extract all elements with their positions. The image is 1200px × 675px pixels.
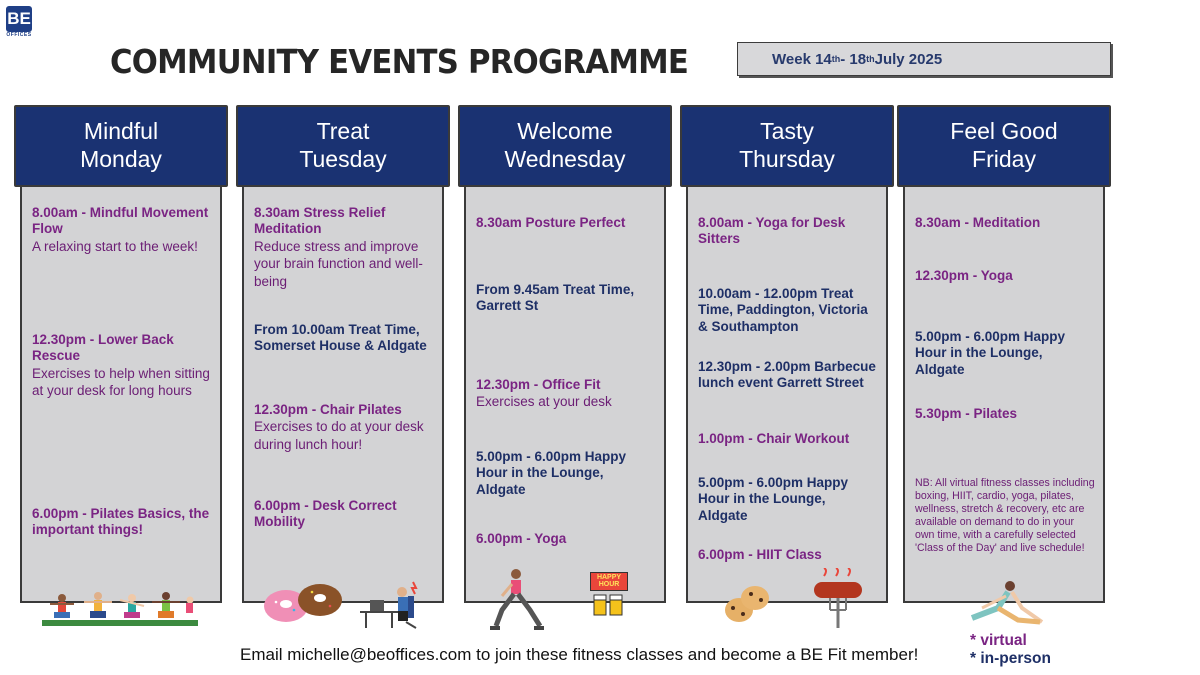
- event-item: [915, 406, 1095, 422]
- stretching-woman-illustration: [962, 578, 1048, 628]
- footer-contact-text: Email michelle@beoffices.com to join these fitness classes and become a BE Fit member!: [240, 645, 919, 664]
- week-sup-2: th: [866, 54, 875, 64]
- event-title: 8.30am Stress Relief Meditation: [254, 205, 386, 237]
- event-description: Exercises to do at your desk during lunch hour!: [254, 419, 424, 453]
- desk-worker-illustration: [358, 578, 426, 630]
- event-item: [254, 205, 434, 291]
- event-title: 8.00am - Mindful Movement Flow: [32, 205, 209, 237]
- day-header: [14, 105, 228, 187]
- day-body: [903, 187, 1105, 603]
- event-item: [698, 215, 878, 248]
- day-header-line1: Feel Good: [950, 118, 1058, 145]
- happy-hour-sign-line2: HOUR: [598, 581, 620, 589]
- event-item: [476, 531, 656, 547]
- page-title: COMMUNITY EVENTS PROGRAMME: [110, 42, 689, 81]
- event-title: 5.00pm - 6.00pm Happy Hour in the Lounge, Aldgate: [476, 449, 627, 497]
- day-header-line1: Treat: [316, 118, 370, 145]
- week-suffix: July 2025: [874, 50, 943, 68]
- event-description: A relaxing start to the week!: [32, 238, 198, 254]
- day-header-line2: Monday: [80, 146, 162, 172]
- day-column-monday: [14, 105, 228, 603]
- day-header-line1: Mindful: [83, 118, 159, 145]
- day-body: [686, 187, 888, 603]
- event-title: 12.30pm - Yoga: [915, 268, 1013, 283]
- event-item: [254, 498, 434, 531]
- event-title: From 9.45am Treat Time, Garrett St: [476, 282, 635, 314]
- day-column-wednesday: [458, 105, 672, 603]
- event-item: [698, 286, 878, 335]
- day-body: [242, 187, 444, 603]
- event-item: [254, 402, 434, 454]
- event-title: 12.30pm - 2.00pm Barbecue lunch event Garrett Street: [698, 359, 876, 391]
- event-description: Exercises to help when sitting at your desk for long hours: [32, 365, 210, 399]
- event-title: 1.00pm - Chair Workout: [698, 431, 850, 446]
- be-offices-logo: [6, 6, 36, 46]
- beer-mugs-icon: [590, 591, 628, 619]
- event-item: [698, 431, 878, 447]
- day-header: [236, 105, 450, 187]
- event-title: 5.30pm - Pilates: [915, 406, 1018, 421]
- event-title: 10.00am - 12.00pm Treat Time, Paddington, Victoria & Southampton: [698, 286, 868, 334]
- happy-hour-sign-line1: HAPPY: [596, 574, 622, 581]
- day-header: [458, 105, 672, 187]
- day-body: [464, 187, 666, 603]
- logo-subtext: OFFICES: [6, 32, 32, 38]
- event-title: 6.00pm - Pilates Basics, the important things!: [32, 506, 210, 538]
- event-item: [32, 205, 212, 255]
- event-item: [698, 359, 878, 392]
- logo-mark: BE: [6, 6, 32, 32]
- event-item: [915, 329, 1095, 378]
- day-header: [897, 105, 1111, 187]
- event-item: [915, 268, 1095, 284]
- happy-hour-sign: [590, 572, 628, 591]
- event-item: [254, 322, 434, 355]
- day-header-line1: Welcome: [517, 118, 613, 145]
- event-title: 5.00pm - 6.00pm Happy Hour in the Lounge, Aldgate: [698, 475, 849, 523]
- event-title: 6.00pm - Yoga: [476, 531, 567, 546]
- day-header-line1: Tasty: [760, 118, 814, 145]
- sausage-fork-illustration: [810, 568, 866, 630]
- event-title: 8.00am - Yoga for Desk Sitters: [698, 215, 846, 247]
- event-title: 6.00pm - HIIT Class: [698, 547, 822, 562]
- day-column-tuesday: [236, 105, 450, 603]
- day-header-line2: Friday: [972, 146, 1036, 172]
- group-yoga-illustration: [40, 588, 200, 628]
- week-prefix: Week 14: [772, 50, 832, 68]
- day-column-friday: [897, 105, 1111, 603]
- event-item: [476, 449, 656, 498]
- week-banner: [737, 42, 1111, 76]
- virtual-classes-note: NB: All virtual fitness classes including boxing, HIIT, cardio, yoga, pilates, wellness, stretch & recovery, etc are available on demand to do in your own time, with a carefully selected 'Class of the Day' and live schedule!: [915, 477, 1095, 554]
- event-item: [476, 215, 656, 231]
- event-title: 5.00pm - 6.00pm Happy Hour in the Lounge, Aldgate: [915, 329, 1066, 377]
- day-header: [680, 105, 894, 187]
- legend-in-person: * in-person: [970, 649, 1051, 667]
- day-header-line2: Thursday: [739, 146, 835, 172]
- event-title: 6.00pm - Desk Correct Mobility: [254, 498, 397, 530]
- event-item: [32, 506, 212, 539]
- event-item: [915, 215, 1095, 231]
- day-header-line2: Tuesday: [299, 146, 387, 172]
- lunging-woman-illustration: [486, 566, 550, 632]
- week-mid: - 18: [840, 50, 867, 68]
- day-header-line2: Wednesday: [504, 146, 626, 172]
- buns-illustration: [723, 580, 771, 626]
- event-title: 12.30pm - Office Fit: [476, 377, 601, 392]
- legend: [970, 632, 1051, 668]
- event-item: [32, 332, 212, 400]
- event-title: From 10.00am Treat Time, Somerset House & Aldgate: [254, 322, 427, 354]
- event-title: 8.30am - Meditation: [915, 215, 1041, 230]
- happy-hour-illustration: [590, 572, 628, 624]
- legend-virtual: * virtual: [970, 632, 1027, 649]
- event-description: Exercises at your desk: [476, 394, 612, 410]
- event-item: [476, 282, 656, 315]
- donuts-illustration: [262, 580, 344, 626]
- event-item: [476, 377, 656, 411]
- day-column-thursday: [680, 105, 894, 603]
- event-description: Reduce stress and improve your brain function and well-being: [254, 238, 423, 290]
- event-title: 12.30pm - Chair Pilates: [254, 402, 402, 417]
- day-body: [20, 187, 222, 603]
- event-item: [698, 475, 878, 524]
- event-item: [698, 547, 878, 563]
- week-sup-1: th: [831, 54, 841, 64]
- event-title: 12.30pm - Lower Back Rescue: [32, 332, 174, 364]
- event-title: 8.30am Posture Perfect: [476, 215, 626, 230]
